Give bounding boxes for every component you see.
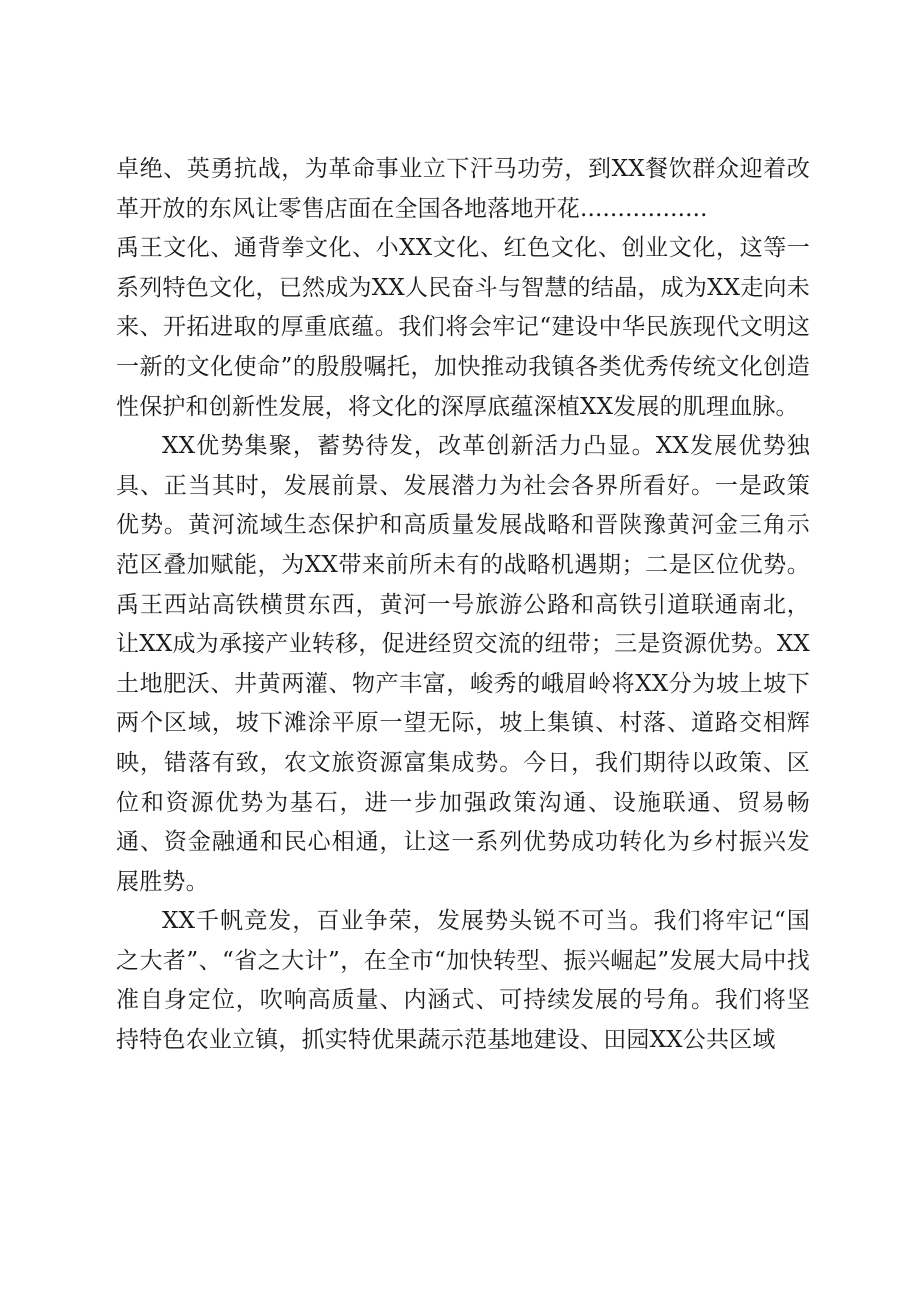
- paragraph-development: XX千帆竞发，百业争荣，发展势头锐不可当。我们将牢记“国之大者”、“省之大计”，在全市“加快转型、振兴崛起”发展大局中找准自身定位，吹响高质量、内涵式、可持续发展的号角。我们将坚持特色农业立镇，抓实特优果蔬示范基地建设、田园XX公共区域: [116, 908, 810, 1054]
- document-body: [116, 150, 810, 1061]
- paragraph-advantages: XX优势集聚，蓄势待发，改革创新活力凸显。XX发展优势独具、正当其时，发展前景、发展潜力为社会各界所看好。一是政策优势。黄河流域生态保护和高质量发展战略和晋陕豫黄河金三角示范区叠加赋能，为XX带来前所未有的战略机遇期；二是区位优势。禹王西站高铁横贯东西，黄河一号旅游公路和高铁引道联通南北，让XX成为承接产业转移，促进经贸交流的纽带；三是资源优势。XX土地肥沃、井黄两灌、物产丰富，峻秀的峨眉岭将XX分为坡上坡下两个区域，坡下滩涂平原一望无际，坡上集镇、村落、道路交相辉映，错落有致，农文旅资源富集成势。今日，我们期待以政策、区位和资源优势为基石，进一步加强政策沟通、设施联通、贸易畅通、资金融通和民心相通，让这一系列优势成功转化为乡村振兴发展胜势。: [116, 433, 810, 895]
- paragraph-culture: 禹王文化、通背拳文化、小XX文化、红色文化、创业文化，这等一系列特色文化，已然成为XX人民奋斗与智慧的结晶，成为XX走向未来、开拓进取的厚重底蕴。我们将会牢记“建设中华民族现代文明这一新的文化使命”的殷殷嘱托，加快推动我镇各类优秀传统文化创造性保护和创新性发展，将文化的深厚底蕴深植XX发展的肌理血脉。: [116, 235, 810, 420]
- paragraph-continuation: 卓绝、英勇抗战，为革命事业立下汗马功劳，到XX餐饮群众迎着改革开放的东风让零售店面在全国各地落地开花.................: [116, 156, 810, 222]
